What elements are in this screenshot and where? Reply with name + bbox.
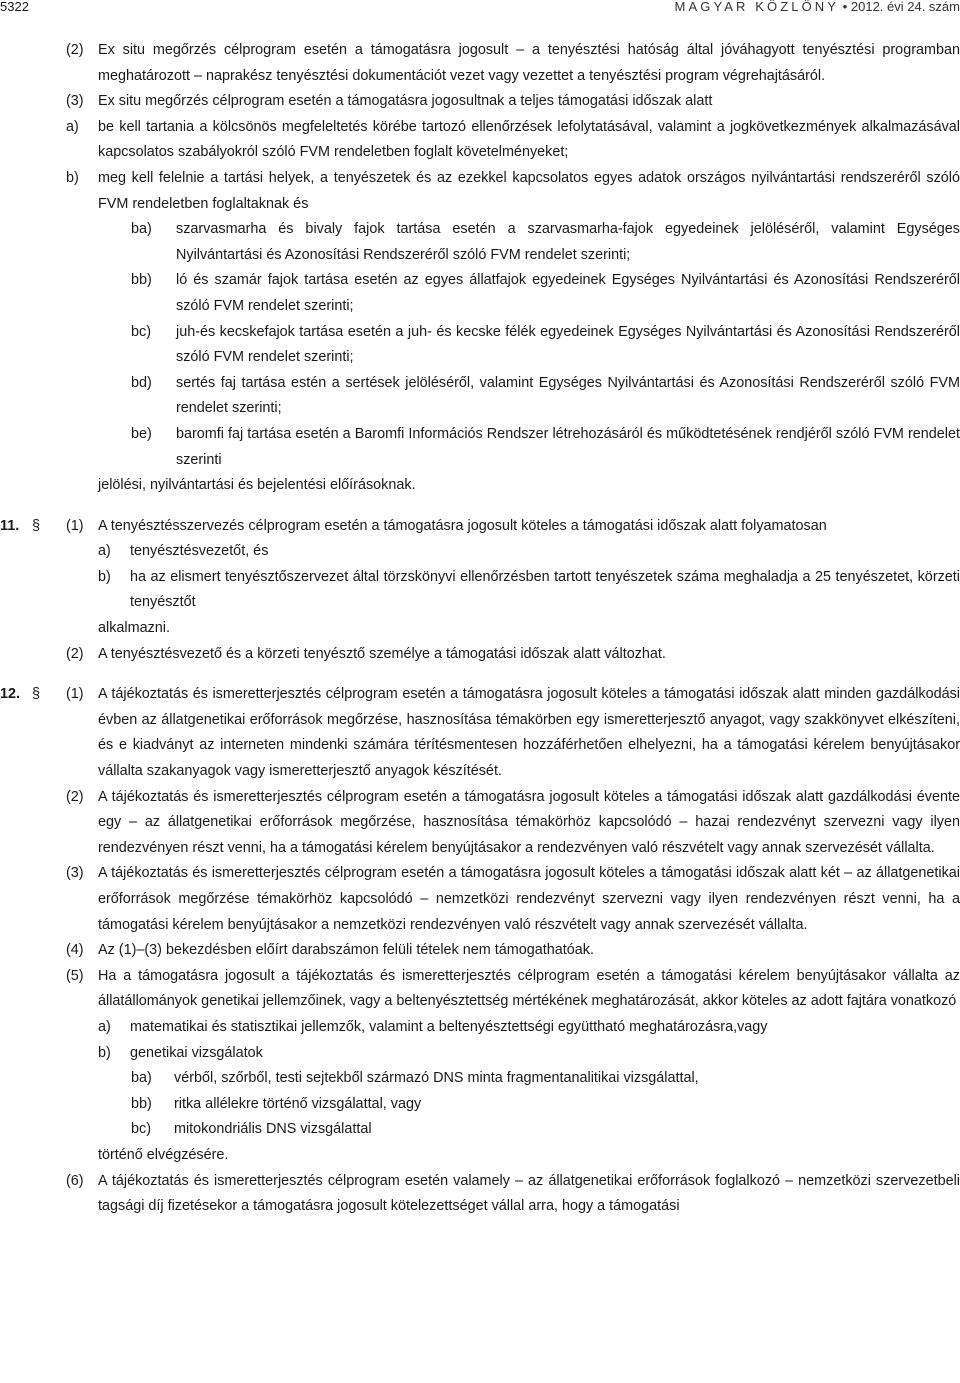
subpoint-text: ritka allélekre történő vizsgálattal, vagy [174,1095,422,1112]
subpoint-ba [131,217,960,268]
point-text: matematikai és statisztikai jellemzők, valamint a beltenyésztettségi együttható meghatározásra,vagy [130,1018,768,1035]
subpoint-ba [131,1066,960,1092]
paragraph-number: (1) [66,686,84,703]
subpoint-bd [131,371,960,422]
section-12-paragraph-3 [66,861,960,938]
subpoint-text: ló és szamár fajok tartása esetén az egyes állatfajok egyedeinek Egységes Nyilvántartási és Azonosítási Rendszeréről szóló FVM rendelet szerinti; [176,272,960,314]
page-number: 5322 [0,0,29,14]
paragraph-number: (2) [66,42,84,58]
paragraph-text: Ex situ megőrzés célprogram esetén a támogatásra jogosult – a tenyésztési hatóság által jóváhagyott tenyésztési programban meghatározott – naprakész tenyésztési dokumentációt vezet vagy vezettet a tenyésztési program végrehajtásáról. [98,42,960,84]
subpoint-text: sertés faj tartása estén a sertések jelöléséről, valamint Egységes Nyilvántartási és Azonosítási Rendszeréről szóló FVM rendelet szerinti; [176,374,960,417]
subpoint-bc [131,320,960,371]
closing-text: történő elvégzésére. [98,1146,229,1163]
subpoint-text: szarvasmarha és bivaly fajok tartása esetén a szarvasmarha-fajok egyedeinek jelöléséről, valamint Egységes Nyilvántartási és Azonosítási Rendszeréről szóló FVM rendelet szerinti; [176,221,960,263]
subpoint-label: bc) [131,1121,151,1138]
spacer [0,667,960,682]
point-text: be kell tartania a kölcsönös megfeleltetés körébe tartozó ellenőrzések lefolytatásával, valamint a jogkövetkezmények alkalmazásával kapcsolatos szabályokról szóló FVM rendeletben foglalt követelményeket; [98,118,960,161]
paragraph-text: A tájékoztatás és ismeretterjesztés célprogram esetén valamely – az állatgenetikai erőforrások foglalkozó – nemzetközi szervezetbeli tagsági díj fizetésekor a támogatásra jogosult kötelezettséget vállal arra, hogy a támogatási [98,1172,960,1215]
paragraph-text: A tájékoztatás és ismeretterjesztés célprogram esetén a támogatásra jogosult köteles a támogatási időszak alatt két – az állatgenetikai erőforrások megőrzése témakörhöz kapcsolódó – nemzetközi rendezvényt szervezni vagy ilyen rendezvényen részt venni, ha a támogatási kérelem benyújtásakor a nemzetközi rendezvényen való részvételt vagy annak szervezését vállalta. [98,865,960,933]
paragraph-number: (5) [66,967,84,984]
point-b [66,166,960,217]
closing-text: jelölési, nyilvántartási és bejelentési előírásoknak. [98,477,416,494]
section-12-paragraph-2 [66,785,960,862]
subpoint-label: ba) [131,221,152,238]
issue-number: 2012. évi 24. szám [850,0,960,14]
paragraph-number: (2) [66,788,84,805]
paragraph-text: Ex situ megőrzés célprogram esetén a támogatásra jogosultnak a teljes támogatási időszak alatt [98,93,713,110]
point-text: genetikai vizsgálatok [130,1044,263,1061]
paragraph-number: (3) [66,865,84,882]
paragraph-text: A tájékoztatás és ismeretterjesztés célprogram esetén a támogatásra jogosult köteles a támogatási időszak alatt minden gazdálkodási évben az állatgenetikai erőforrások megőrzése, hasznosítása témakörben egy ismeretterjesztő anyagot, vagy szakkönyvet elkészíteni, és e kiadványt az interneten mindenki számára térítésmentesen hozzáférhetően elhelyezni, ha a támogatási kérelem benyújtásakor vállalta szakanyagok vagy ismeretterjesztő anyagok készítését. [98,686,960,780]
closing-text: alkalmazni. [98,620,170,637]
section-number: 12. [0,686,21,703]
spacer [0,499,960,514]
subpoint-text: vérből, szőrből, testi sejtekből származó DNS minta fragmentanalitikai vizsgálattal, [174,1070,699,1087]
section-sign: § [32,686,41,703]
point-label: a) [98,1018,111,1035]
journal-title-block [675,0,960,14]
paragraph-number: (2) [66,645,84,662]
section-12-paragraph-6 [66,1169,960,1220]
point-a [98,1015,960,1041]
subpoint-bc [131,1117,960,1143]
subpoint-label: bd) [131,374,152,391]
subpoint-bb [131,268,960,319]
point-label: a) [66,118,79,135]
point-text: meg kell felelnie a tartási helyek, a tenyészetek és az ezekkel kapcsolatos egyes adatok országos nyilvántartási rendszeréről szóló FVM rendeletben foglaltaknak és [98,169,960,212]
section-12-paragraph-1 [0,682,960,784]
paragraph-text: A tájékoztatás és ismeretterjesztés célprogram esetén a támogatásra jogosult köteles a támogatási időszak alatt gazdálkodási évente egy – az állatgenetikai erőforrások megőrzése, hasznosítása témakörhöz kapcsolódó – hazai rendezvényt szervezni vagy ilyen rendezvényen részt venni, ha a támogatási kérelem benyújtásakor a rendezvényen való részvételt vagy annak szervezését vállalta. [98,788,960,856]
subpoint-label: bb) [131,1095,152,1112]
section-12-paragraph-4 [66,938,960,964]
point-b [98,565,960,616]
page-header [0,0,960,20]
point-label: b) [66,169,79,186]
subpoint-label: bc) [131,323,151,340]
subpoint-label: ba) [131,1070,152,1087]
paragraph-text: Az (1)–(3) bekezdésben előírt darabszámon felüli tételek nem támogathatóak. [98,942,594,959]
subpoint-be [131,422,960,473]
point-a [98,539,960,565]
subpoint-label: bb) [131,272,152,289]
paragraph-number: (4) [66,942,84,959]
document-body [0,38,960,1220]
subpoint-label: be) [131,425,152,442]
subpoint-text: mitokondriális DNS vizsgálattal [174,1121,372,1138]
subpoint-text: juh-és kecskefajok tartása esetén a juh- és kecske félék egyedeinek Egységes Nyilvántartási és Azonosítási Rendszeréről szóló FVM rendelet szerinti; [176,323,960,366]
section-sign: § [32,517,41,534]
subpoint-bb [131,1092,960,1118]
journal-title: MAGYAR KÖZLÖNY [674,0,840,14]
point-label: b) [98,1044,111,1061]
section-number: 11. [0,517,20,534]
paragraph-number: (1) [66,517,84,534]
point-a [66,115,960,166]
section-11-paragraph-1 [0,514,960,540]
paragraph-2 [66,38,960,89]
subpoint-text: baromfi faj tartása esetén a Baromfi Információs Rendszer létrehozásáról és működtetésének rendjéről szóló FVM rendelet szerinti [176,425,960,468]
bullet-separator: • [842,0,848,14]
section-12-paragraph-5 [66,964,960,1015]
paragraph-number: (6) [66,1172,84,1189]
section-11-paragraph-2 [66,642,960,668]
point-b [98,1041,960,1067]
paragraph-number: (3) [66,93,84,110]
point-text: tenyésztésvezetőt, és [130,543,269,560]
paragraph-text: Ha a támogatásra jogosult a tájékoztatás és ismeretterjesztés célprogram esetén a támogatási kérelem benyújtásakor vállalta az állatállományok genetikai jellemzőinek, vagy a beltenyésztettség mértékének meghatározását, akkor köteles az adott fajtára vonatkozó [98,967,960,1010]
point-label: a) [98,543,111,560]
paragraph-3 [66,89,960,115]
paragraph-text: A tenyésztésszervezés célprogram esetén a támogatásra jogosult köteles a támogatási időszak alatt folyamatosan [98,517,827,534]
point-text: ha az elismert tenyésztőszervezet által törzskönyvi ellenőrzésben tartott tenyészetek száma meghaladja a 25 tenyészetet, körzeti tenyésztőt [130,568,960,611]
paragraph-text: A tenyésztésvezető és a körzeti tenyésztő személye a támogatási időszak alatt változhat. [98,645,666,662]
point-label: b) [98,568,111,585]
